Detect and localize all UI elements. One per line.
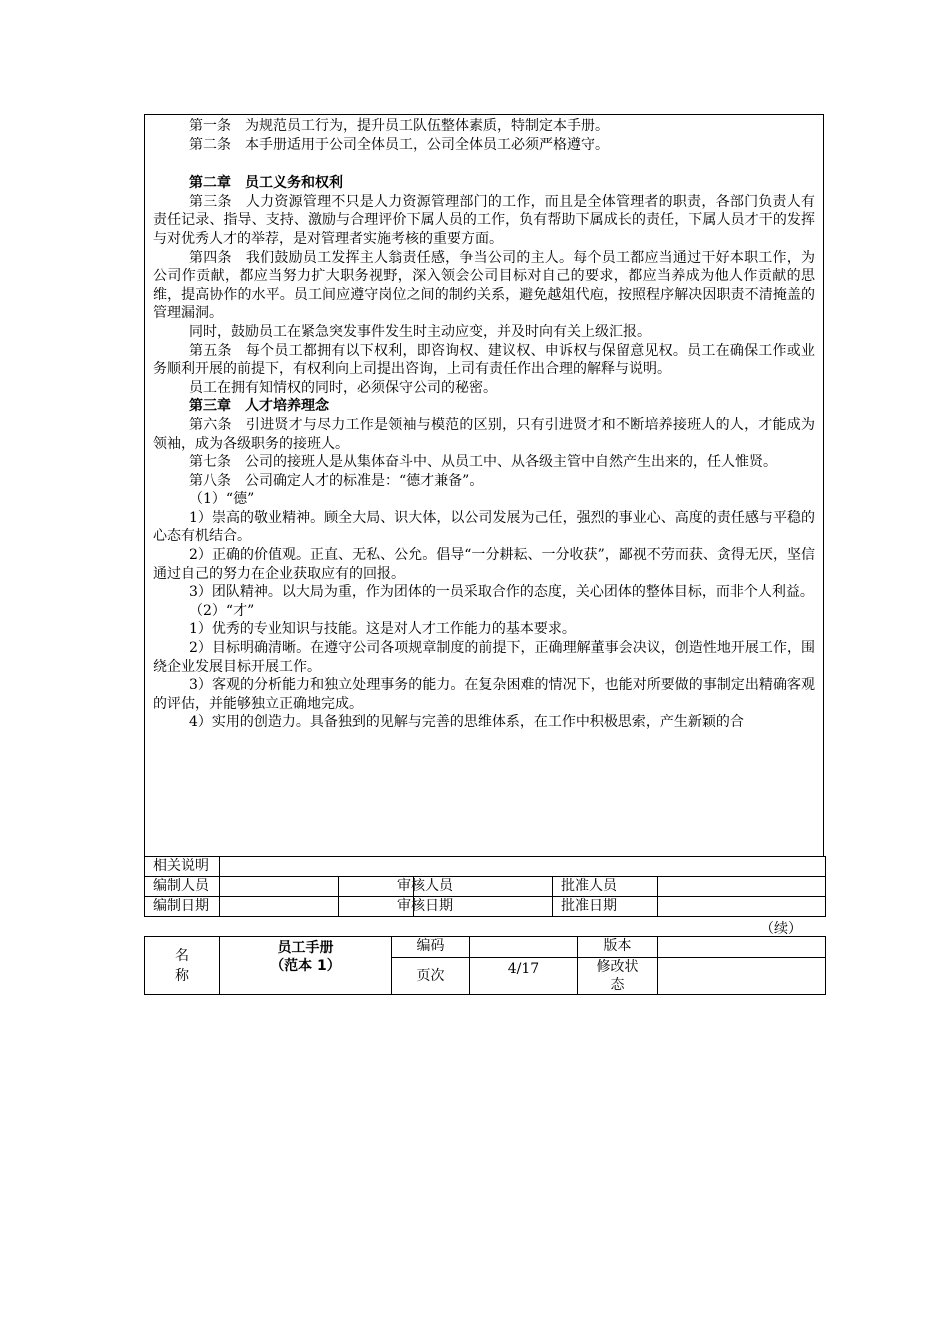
- name-label-cell: [145, 937, 220, 995]
- page-label: 页次: [392, 958, 470, 995]
- approve-date-label: 批准日期: [553, 897, 658, 917]
- name-label-line-1: 名: [175, 947, 189, 964]
- name-label-line-2: 称: [175, 967, 189, 984]
- version-label: 版本: [578, 937, 658, 958]
- compiler-label: 编制人员: [145, 877, 220, 897]
- revision-label-cell: [578, 958, 658, 995]
- chapter-heading: 第二章 员工义务和权利: [189, 175, 343, 192]
- paragraph: 1）崇高的敬业精神。顾全大局、识大体，以公司发展为己任，强烈的事业心、高度的责任感与平稳的心态有机结合。: [153, 509, 815, 545]
- paragraph: 第五条 每个员工都拥有以下权利，即咨询权、建议权、申诉权与保留意见权。员工在确保工作或业务顺利开展的前提下，有权利向上司提出咨询，上司有责任作出合理的解释与说明。: [153, 342, 815, 378]
- compiler-value: [220, 877, 339, 897]
- paragraph: 2）目标明确清晰。在遵守公司各项规章制度的前提下，正确理解董事会决议，创造性地开展工作，围绕企业发展目标开展工作。: [153, 640, 815, 675]
- paragraph: 第六条 引进贤才与尽力工作是领袖与模范的区别，只有引进贤才和不断培养接班人的人，才能成为领袖，成为各级职务的接班人。: [153, 416, 815, 452]
- related-notes-row: [145, 857, 826, 877]
- approver-value: [658, 877, 826, 897]
- continued-note: （续）: [760, 921, 802, 937]
- paragraph: （2）“才”: [189, 602, 255, 619]
- page-value: 4/17: [470, 958, 578, 995]
- code-label: 编码: [392, 937, 470, 958]
- version-value: [658, 937, 826, 958]
- personnel-row: [145, 877, 826, 897]
- revision-label-line-2: 态: [610, 977, 625, 993]
- paragraph: 3）客观的分析能力和独立处理事务的能力。在复杂困难的情况下，也能对所要做的事制定出精确客观的评估，并能够独立正确地完成。: [153, 677, 815, 712]
- revision-value: [658, 958, 826, 995]
- related-notes-label: 相关说明: [145, 857, 220, 877]
- paragraph: 第二条 本手册适用于公司全体员工，公司全体员工必须严格遵守。: [189, 136, 609, 153]
- document-title-cell: [220, 937, 392, 995]
- paragraph: 同时，鼓励员工在紧急突发事件发生时主动应变，并及时向有关上级汇报。: [189, 323, 651, 340]
- reviewer-label: 审核人员: [339, 877, 414, 897]
- document-subtitle: （范本 1）: [270, 958, 341, 974]
- paragraph: 第一条 为规范员工行为，提升员工队伍整体素质，特制定本手册。: [189, 118, 609, 134]
- signature-table: [144, 856, 826, 917]
- approver-label: 批准人员: [553, 877, 658, 897]
- paragraph: 第七条 公司的接班人是从集体奋斗中、从员工中、从各级主管中自然产生出来的，任人惟贤。: [189, 454, 777, 471]
- paragraph: 第三条 人力资源管理不只是人力资源管理部门的工作，而且是全体管理者的职责，各部门负责人有责任记录、指导、支持、激励与合理评价下属人员的工作，负有帮助下属成长的责任，下属人员才干的发挥与对优秀人才的举荐，是对管理者实施考核的重要方面。: [153, 193, 815, 247]
- paragraph: 2）正确的价值观。正直、无私、公允。倡导“一分耕耘、一分收获”，鄙视不劳而获、贪得无厌，坚信通过自己的努力在企业获取应有的回报。: [153, 547, 815, 582]
- document-header-table: [144, 936, 826, 995]
- handbook-body: [144, 114, 824, 857]
- paragraph: 员工在拥有知情权的同时，必须保守公司的秘密。: [189, 379, 497, 396]
- approve-date-value: [658, 897, 826, 917]
- paragraph: （1）“德”: [189, 491, 255, 508]
- paragraph: 4）实用的创造力。具备独到的见解与完善的思维体系，在工作中积极思索，产生新颖的合: [189, 714, 744, 731]
- revision-label-line-1: 修改状: [596, 959, 639, 975]
- compile-date-label: 编制日期: [145, 897, 220, 917]
- paragraph: 第四条 我们鼓励员工发挥主人翁责任感，争当公司的主人。每个员工都应当通过干好本职工作，为公司作贡献，都应当努力扩大职务视野，深入领会公司目标对自己的要求，都应当养成为他人作贡献的思维，提高协作的水平。员工间应遵守岗位之间的制约关系，避免越俎代庖，按照程序解决因职责不清掩盖的管理漏洞。: [153, 249, 815, 322]
- document-title: 员工手册: [277, 940, 334, 956]
- paragraph: 1）优秀的专业知识与技能。这是对人才工作能力的基本要求。: [189, 621, 576, 638]
- paragraph: 3）团队精神。以大局为重，作为团体的一员采取合作的态度，关心团体的整体目标，而非个人利益。: [189, 584, 814, 601]
- related-notes-value: [220, 857, 826, 877]
- chapter-heading: 第三章 人才培养理念: [189, 398, 329, 415]
- dates-row: [145, 897, 826, 917]
- code-value: [470, 937, 578, 958]
- compile-date-value: [220, 897, 339, 917]
- review-date-label: 审核日期: [339, 897, 414, 917]
- paragraph: 第八条 公司确定人才的标准是：“德才兼备”。: [189, 472, 484, 489]
